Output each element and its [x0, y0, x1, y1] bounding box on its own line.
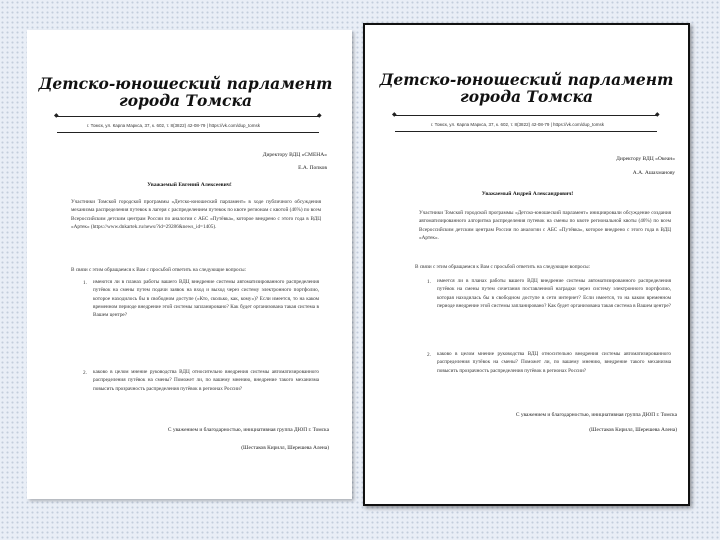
body-paragraph: Участники Томской городской программы «Детско-юношеский парламент» инициировали обсуждение создания автоматизированного алгоритма распределения путевок на смены по квоте региональной квоты (46%) по всем Всероссийским детским центрам России по аналогии с АБС «Путёвка», которое внедрено с этого года в ВДЦ «Артек». [419, 210, 671, 241]
closing-line: С уважением и благодарностью, инициативная группа ДЮП г. Томска [167, 427, 329, 433]
closing-line: С уважением и благодарностью, инициативная группа ДЮП г. Томска [515, 412, 677, 418]
greeting: Уважаемый Андрей Александрович! [481, 191, 574, 197]
letterhead-top-rule [395, 115, 657, 116]
request-paragraph: В связи с этим обращаемся к Вам с просьбой ответить на следующие вопросы: [415, 264, 591, 270]
question-text: имеются ли в планах работы вашего ВДЦ внедрение системы автоматизированного распределения путёвок на смены путем подачи заявок на вход и выход через систему электронного портфолио, которое находилось бы в свободном доступе («Кто, сколько, как, кому»)? Если имеется, то на каком временном периоде внедрение этой системы запланировано? Как будет организована такая система в Вашем центре? [93, 279, 319, 319]
signature: (Шестаков Кирилл, Шерешева Алена) [241, 445, 329, 451]
question-text: имеется ли в планах работы вашего ВДЦ внедрение системы автоматизированного распределения путёвок на смены путем сочетания поставленной наградки через систему электронного портфолио, которая находилась бы в свободном доступе в сети интернет? Если имеется, то на каком временном периоде внедрение этой системы запланировано? Как будет организована такая система в Вашем центре? [437, 278, 671, 309]
letterhead-contacts: г. Томск, ул. Карла Маркса, 37, к. 602, т. 8(3822) 42-08-79 | https://vk.com/dup_tomsk [431, 122, 605, 127]
greeting: Уважаемый Евгений Алексеевич! [147, 182, 232, 188]
question-number: 2. [427, 352, 431, 358]
question-number: 1. [427, 279, 431, 285]
letterhead-bottom-rule [395, 131, 657, 132]
rule-ornament-right: ◆ [655, 112, 660, 118]
signature: (Шестаков Кирилл, Шерешева Алена) [589, 427, 677, 433]
question-number: 2. [83, 370, 87, 376]
addressee-position: Директору ВДЦ «СМЕНА» [262, 152, 327, 158]
rule-ornament-right: ◆ [317, 113, 322, 119]
letterhead-top-rule [57, 116, 319, 117]
request-paragraph: В связи с этим обращаемся к Вам с просьбой ответить на следующие вопросы: [71, 267, 247, 273]
letterhead-bottom-rule [57, 132, 319, 133]
addressee-position: Директору ВДЦ «Океан» [616, 156, 675, 162]
rule-ornament-left: ◆ [392, 112, 397, 118]
letterhead-title: Детско-юношеский парламент города Томска [38, 74, 333, 110]
question-text: каково в целом мнение руководства ВДЦ относительно внедрения системы автоматизированного распределения путёвок на смены? Поможет ли, по вашему мнению, внедрение такого механизма повысить прозрачность распределения путёвок в регионах России? [93, 369, 319, 392]
question-number: 1. [83, 280, 87, 286]
rule-ornament-left: ◆ [54, 113, 59, 119]
letter-page-right [363, 23, 690, 506]
letterhead-title: Детско-юношеский парламент города Томска [379, 70, 674, 106]
body-paragraph: Участники Томской городской программы «Детско-юношеский парламент» в ходе публичного обсуждения механизма распределения путевок в лагеря с распределением путевок по квоте регионам с квотой (46%) по всем Всероссийским детским центрам России по аналогии с АБС «Путёвка», которое внедрено с этого года в ВДЦ «Артек» (https://www.dnkartek.ru/news/?id=29286&news_id=1405). [71, 199, 321, 230]
question-text: каково в целом мнение руководства ВДЦ относительно внедрения системы автоматизированного распределения путёвок на смены? Поможет ли, по вашему мнению, внедрение такого механизма повысить прозрачность распределения путёвок в регионах России? [437, 351, 671, 374]
addressee-name: Е.А. Попков [298, 165, 327, 171]
addressee-name: А.А. Ашахманову [632, 170, 675, 176]
letterhead-contacts: г. Томск, ул. Карла Маркса, 37, к. 602, т. 8(3822) 42-08-79 | https://vk.com/dup_tomsk [87, 123, 261, 128]
letter-page-left [27, 30, 352, 499]
addressee-block [177, 151, 327, 172]
addressee-block [515, 155, 675, 177]
